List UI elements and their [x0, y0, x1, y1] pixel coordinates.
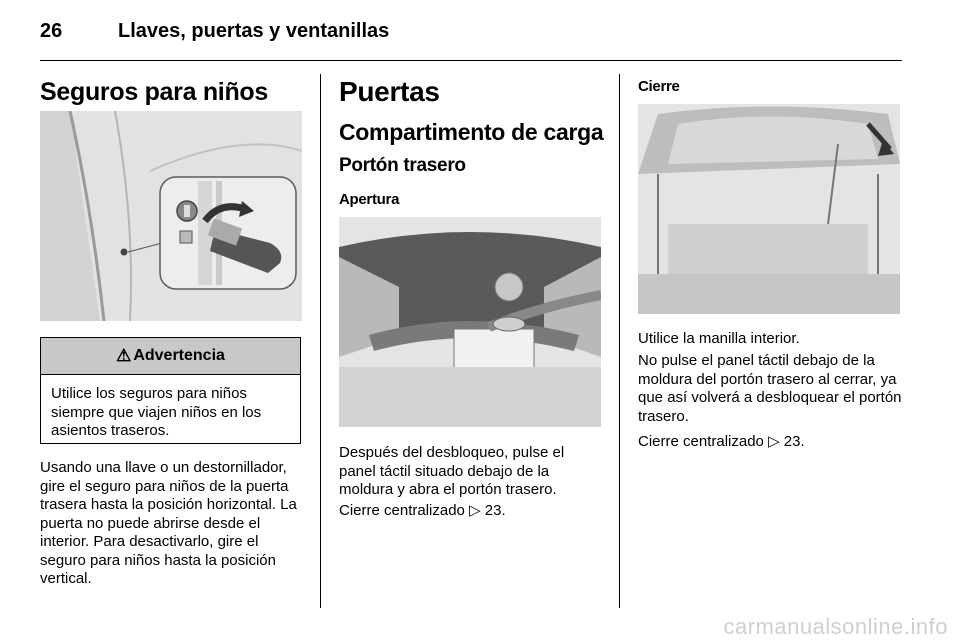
- heading-closing: Cierre: [638, 78, 680, 95]
- heading-doors: Puertas: [339, 76, 440, 107]
- arrow-reference-icon: ▷: [469, 502, 481, 519]
- warning-box: [40, 337, 301, 444]
- xref-label: Cierre centralizado: [339, 502, 465, 519]
- xref-page: 23.: [484, 502, 506, 519]
- page-header-title: Llaves, puertas y ventanillas: [118, 20, 390, 42]
- warning-triangle-icon: ⚠: [116, 346, 132, 365]
- arrow-reference-icon: ▷: [768, 433, 780, 450]
- heading-tailgate: Portón trasero: [339, 155, 466, 176]
- tailgate-opening-illustration: [339, 217, 601, 427]
- warning-text: Utilice los seguros para niños siempre que viajen niños en los asientos traseros.: [51, 385, 262, 439]
- warning-header: [41, 338, 300, 375]
- page-number: 26: [40, 20, 63, 42]
- section-heading-child-locks: Seguros para niños: [40, 78, 268, 106]
- xref-label-2: Cierre centralizado: [638, 433, 764, 450]
- child-lock-illustration: [40, 111, 302, 321]
- closing-instruction-1: Utilice la manilla interior.: [638, 330, 800, 347]
- site-watermark: carmanualsonline.info: [723, 614, 948, 639]
- heading-cargo-area: Compartimento de carga: [339, 119, 604, 145]
- tailgate-closing-illustration: [638, 104, 900, 314]
- xref-central-locking: [339, 502, 605, 521]
- closing-instruction-2: No pulse el panel táctil debajo de la moldura del portón trasero al cerrar, ya que así volverá a desbloquear el portón trasero.: [638, 352, 902, 425]
- heading-opening: Apertura: [339, 191, 400, 208]
- child-lock-instructions: Usando una llave o un destornillador, gire el seguro para niños de la puerta trasera hasta la posición horizontal. La puerta no puede abrirse desde el interior. Para desactivarlo, gire el seguro para niños hasta la posición vertical.: [40, 459, 297, 587]
- column-divider-2: [619, 74, 620, 608]
- xref-central-locking-2: [638, 433, 902, 452]
- header-rule: [40, 60, 902, 61]
- tailgate-opening-text: Después del desbloqueo, pulse el panel táctil situado debajo de la moldura y abra el portón trasero.: [339, 444, 565, 498]
- xref-page-2: 23.: [783, 433, 805, 450]
- column-divider-1: [320, 74, 321, 608]
- warning-title: Advertencia: [133, 347, 225, 364]
